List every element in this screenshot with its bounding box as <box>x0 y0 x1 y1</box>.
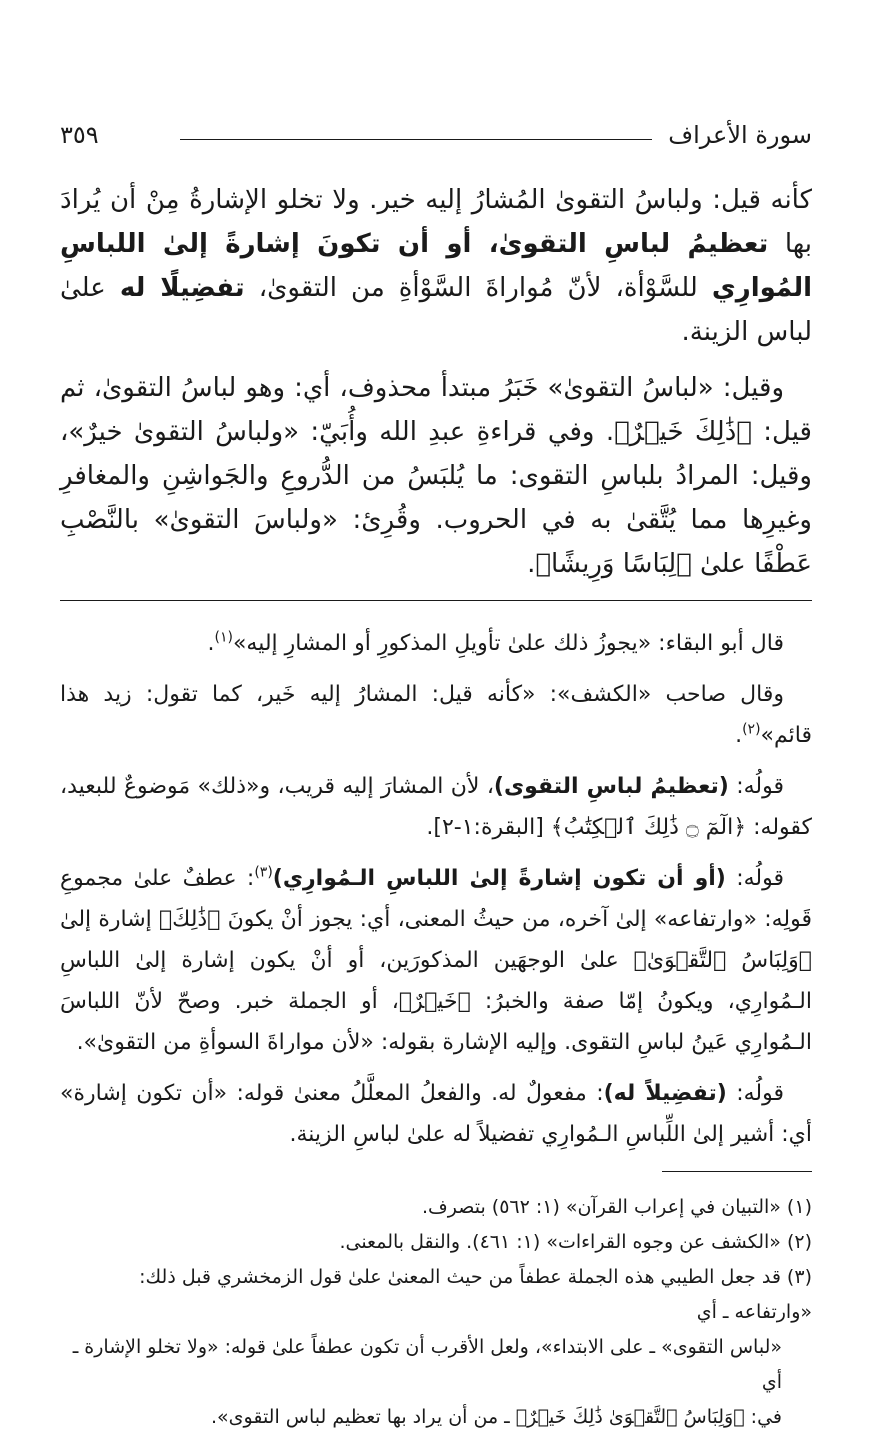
commentary-paragraph-1 <box>60 178 812 354</box>
section-divider <box>60 600 812 601</box>
commentary-text <box>60 178 812 586</box>
page-number: ٣٥٩ <box>60 121 99 149</box>
footnote-1: (١) «التبيان في إعراب القرآن» (١: ٥٦٢) بتصرف. <box>422 1196 812 1218</box>
text-span: علىٰ لباس الزينة. <box>60 273 812 347</box>
text-span: ، لأن المشارَ إليه قريب، و«ذلك» مَوضوعٌ للبعيد، كقوله: ﴿الٓمٓ ۝ ذَٰلِكَ ٱلۡكِتَٰبُ﴾ [البقرة:١-٢]. <box>60 774 812 840</box>
bold-phrase: (تعظيمُ لباسِ التقوى) <box>493 774 729 799</box>
bold-phrase: (تفضِيلاً له) <box>603 1081 727 1106</box>
gloss-paragraph-3 <box>60 766 812 848</box>
gloss-text <box>60 623 812 1155</box>
footnote-3-continued: في: ﴿وَلِبَاسُ ٱلتَّقۡوَىٰ ذَٰلِكَ خَيۡرٌ﴾ ـ من أن يراد بها تعظيم لباس التقوى». <box>210 1406 782 1428</box>
gloss-paragraph-2 <box>60 674 812 756</box>
bold-phrase: تفضِيلًا له <box>119 273 245 303</box>
footnote-3-continued: «لباس التقوى» ـ على الابتداء»، ولعل الأقرب أن تكون عطفاً علىٰ قوله: «ولا تخلو الإشارة ـ أي <box>72 1336 782 1393</box>
footnote-3: (٣) قد جعل الطيبي هذه الجملة عطفاً من حيث المعنىٰ علىٰ قول الزمخشري قبل ذلك: «وارتفاعه ـ أي <box>139 1266 812 1323</box>
gloss-paragraph-4 <box>60 858 812 1063</box>
text-span: وقال صاحب «الكشف»: «كأنه قيل: المشارُ إليه خَير، كما تقول: زيد هذا قائم» <box>60 682 812 748</box>
bold-phrase: تعظيمُ لباسِ التقوىٰ، أو أن تكونَ إشارةً إلىٰ اللباسِ المُوارِي <box>60 229 813 303</box>
text-span: قولُه: <box>728 774 784 799</box>
text-span: قال أبو البقاء: «يجوزُ ذلك علىٰ تأويلِ المذكورِ أو المشارِ إليه» <box>232 631 784 656</box>
footnote-ref: (١) <box>214 629 233 646</box>
footnote-divider <box>662 1171 812 1172</box>
footnote-2: (٢) «الكشف عن وجوه القراءات» (١: ٤٦١). والنقل بالمعنى. <box>339 1231 812 1253</box>
footnotes <box>60 1190 812 1435</box>
text-span: للسَّوْأة، لأنّ مُواراةَ السَّوْأةِ من التقوىٰ، <box>244 273 712 303</box>
text-span: قولُه: <box>726 1081 785 1106</box>
commentary-paragraph-2: وقيل: «لباسُ التقوىٰ» خَبَرُ مبتدأ محذوف، أي: وهو لباسُ التقوىٰ، ثم قيل: ﴿ذَٰلِكَ خَيۡرٌ﴾. وفي قراءةِ عبدِ الله وأُبَيّ: «ولباسُ التقوىٰ خيرٌ»، وقيل: المرادُ بلباسِ التقوى: ما يُلبَسُ من الدُّروعِ والجَواشِنِ والمغافرِ وغيرِها مما يُتَّقىٰ به في الحروب. وقُرِئ: «ولباسَ التقوىٰ» بالنَّصْبِ عَطْفًا علىٰ ﴿لِبَاسًا وَرِيشًا﴾. <box>60 373 812 579</box>
text-span: كأنه قيل: ولباسُ التقوىٰ المُشارُ إليه خير. ولا تخلو الإشارةُ مِنْ أن يُرادَ بها <box>60 185 812 259</box>
footnote-ref: (٢) <box>742 721 761 738</box>
text-span: . <box>735 723 743 748</box>
header-rule <box>180 139 652 140</box>
surah-title: سورة الأعراف <box>668 121 812 149</box>
book-page <box>60 110 813 1428</box>
text-span: قولُه: <box>725 866 784 891</box>
page-header <box>60 110 812 158</box>
gloss-paragraph-5 <box>60 1073 812 1155</box>
text-span: : مفعولٌ له. والفعلُ المعلَّلُ معنىٰ قوله: «أن تكون إشارة» أي: أشير إلىٰ اللِّباسِ الـمُوارِي تفضيلاً له علىٰ لباسِ الزينة. <box>60 1081 812 1147</box>
text-span: : عطفٌ علىٰ مجموعِ قَولِه: «وارتفاعه» إلىٰ آخره، من حيثُ المعنى، أي: يجوز أنْ يكونَ ﴿ذَٰلِكَ﴾ إشارة إلىٰ ﴿وَلِبَاسُ ٱلتَّقۡوَىٰ﴾ علىٰ الوجهَين المذكورَين، أو أنْ يكون إشارة إلىٰ اللباسِ الـمُوارِي، ويكونُ إمّا صفة والخبرُ: ﴿خَيۡرٌ﴾، أو الجملة خبر. وصحّ لأنّ اللباسَ الـمُوارِي عَينُ لباسِ التقوى. وإليه الإشارة بقوله: «لأن مواراةَ السوأةِ من التقوىٰ». <box>60 866 812 1055</box>
bold-phrase: (أو أن تكون إشارةً إلىٰ اللباسِ الـمُوارِي) <box>272 866 726 891</box>
gloss-paragraph-1 <box>60 623 812 664</box>
text-span: . <box>207 631 215 656</box>
footnote-ref: (٣) <box>254 864 273 881</box>
